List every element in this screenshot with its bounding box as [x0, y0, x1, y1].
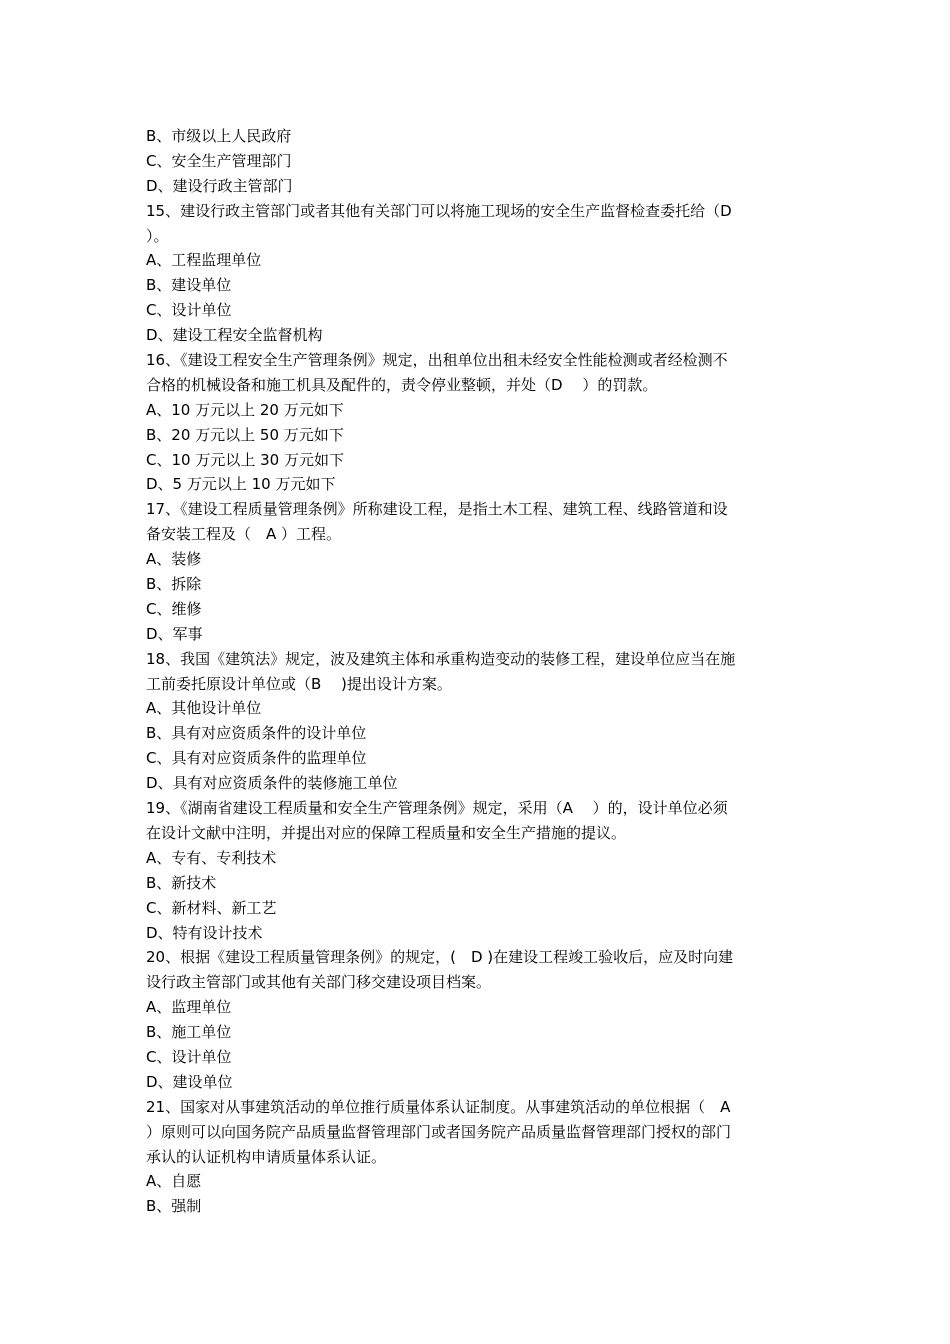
option-line: D、建设行政主管部门 — [146, 176, 293, 195]
option-line: A、其他设计单位 — [146, 699, 262, 718]
option-line: C、具有对应资质条件的监理单位 — [146, 749, 367, 768]
option-line: B、拆除 — [146, 575, 202, 594]
option-line: B、市级以上人民政府 — [146, 127, 292, 145]
option-line: D、建设工程安全监督机构 — [146, 326, 323, 345]
option-line: D、特有设计技术 — [146, 923, 263, 942]
question-line: ）原则可以向国务院产品质量监督管理部门或者国务院产品质量监督管理部门授权的部门 — [146, 1122, 732, 1141]
option-line: B、施工单位 — [146, 1023, 232, 1042]
option-line: D、5 万元以上 10 万元如下 — [146, 475, 336, 494]
option-line: C、10 万元以上 30 万元如下 — [146, 450, 344, 469]
option-line: D、建设单位 — [146, 1072, 233, 1091]
option-line: A、工程监理单位 — [146, 251, 262, 270]
question-line: 在设计文献中注明，并提出对应的保障工程质量和安全生产措施的提议。 — [146, 823, 627, 842]
question-line: 18、我国《建筑法》规定，波及建筑主体和承重构造变动的装修工程，建设单位应当在施 — [146, 649, 736, 668]
question-line: 20、根据《建设工程质量管理条例》的规定，( D )在建设工程竣工验收后，应及时向建 — [146, 948, 734, 967]
question-line: 16、《建设工程安全生产管理条例》规定，出租单位出租未经安全性能检测或者经检测不 — [146, 351, 728, 370]
question-line: 15、建设行政主管部门或者其他有关部门可以将施工现场的安全生产监督检查委托给（D — [146, 201, 732, 220]
question-line: ）。 — [146, 226, 169, 245]
option-line: A、装修 — [146, 550, 202, 569]
option-line: C、维修 — [146, 599, 202, 618]
question-line: 工前委托原设计单位或（B )提出设计方案。 — [146, 674, 452, 693]
option-line: C、设计单位 — [146, 1047, 232, 1066]
option-line: D、具有对应资质条件的装修施工单位 — [146, 774, 398, 793]
question-line: 设行政主管部门或其他有关部门移交建设项目档案。 — [146, 973, 492, 992]
option-line: A、自愿 — [146, 1172, 202, 1191]
option-line: A、专有、专利技术 — [146, 848, 277, 867]
question-line: 承认的认证机构申请质量体系认证。 — [146, 1147, 387, 1166]
question-line: 19、《湖南省建设工程质量和安全生产管理条例》规定，采用（A ）的，设计单位必须 — [146, 799, 728, 818]
option-line: C、安全生产管理部门 — [146, 151, 292, 170]
option-line: B、具有对应资质条件的设计单位 — [146, 724, 367, 743]
option-line: A、10 万元以上 20 万元如下 — [146, 400, 344, 419]
question-line: 合格的机械设备和施工机具及配件的，责令停业整顿，并处（D ）的罚款。 — [146, 375, 658, 394]
option-line: B、20 万元以上 50 万元如下 — [146, 425, 344, 444]
option-line: A、监理单位 — [146, 998, 232, 1017]
question-line: 21、国家对从事建筑活动的单位推行质量体系认证制度。从事建筑活动的单位根据（ A — [146, 1097, 731, 1116]
option-line: C、新材料、新工艺 — [146, 898, 277, 917]
option-line: C、设计单位 — [146, 301, 232, 320]
document-body — [146, 124, 806, 1219]
option-line: B、新技术 — [146, 873, 217, 892]
question-line: 备安装工程及（ A ）工程。 — [146, 525, 342, 544]
option-line: D、军事 — [146, 624, 203, 643]
option-line: B、强制 — [146, 1197, 202, 1216]
question-line: 17、《建设工程质量管理条例》所称建设工程，是指土木工程、建筑工程、线路管道和设 — [146, 500, 728, 519]
option-line: B、建设单位 — [146, 276, 232, 295]
